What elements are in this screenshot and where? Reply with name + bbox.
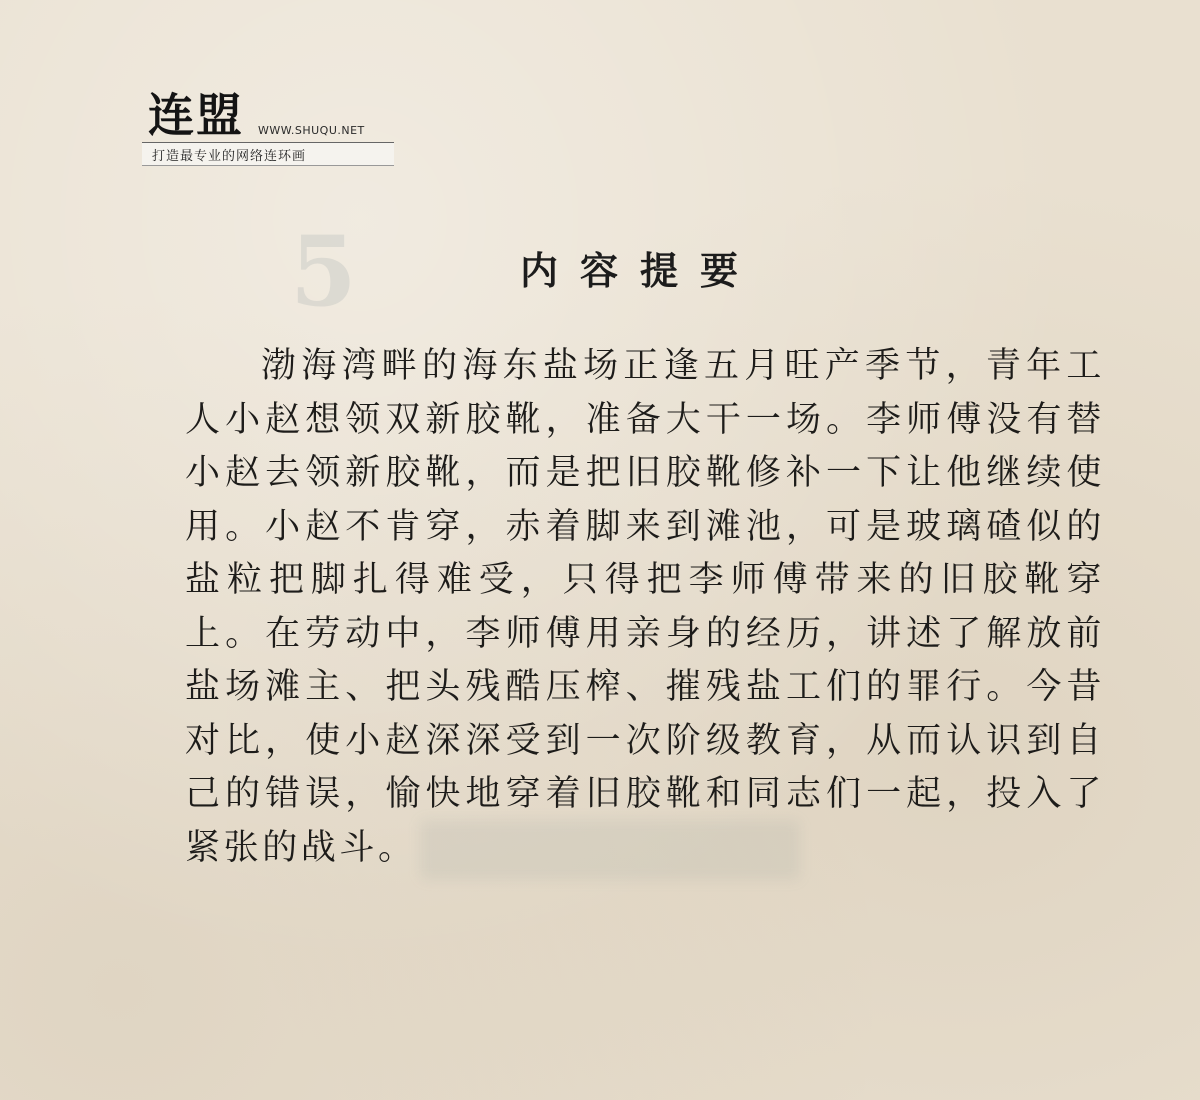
logo-slogan-bar (142, 142, 394, 166)
logo-slogan: 打造最专业的网络连环画 (152, 149, 307, 164)
site-logo (142, 88, 397, 170)
logo-brand-text: 连盟 (148, 88, 244, 142)
page-title: 内容提要 (519, 248, 760, 293)
summary-paragraph: 渤海湾畔的海东盐场正逢五月旺产季节，青年工人小赵想领双新胶靴，准备大干一场。李师傅没有替小赵去领新胶靴，而是把旧胶靴修补一下让他继续使用。小赵不肯穿，赤着脚来到滩池，可是玻璃碴似的盐粒把脚扎得难受，只得把李师傅带来的旧胶靴穿上。在劳动中，李师傅用亲身的经历，讲述了解放前盐场滩主、把头残酷压榨、摧残盐工们的罪行。今昔对比，使小赵深深受到一次阶级教育，从而认识到自己的错误，愉快地穿着旧胶靴和同志们一起，投入了紧张的战斗。 (185, 346, 1105, 868)
reverse-side-bleedthrough: 5 (290, 215, 387, 328)
logo-url: WWW.SHUQU.NET (258, 124, 365, 137)
